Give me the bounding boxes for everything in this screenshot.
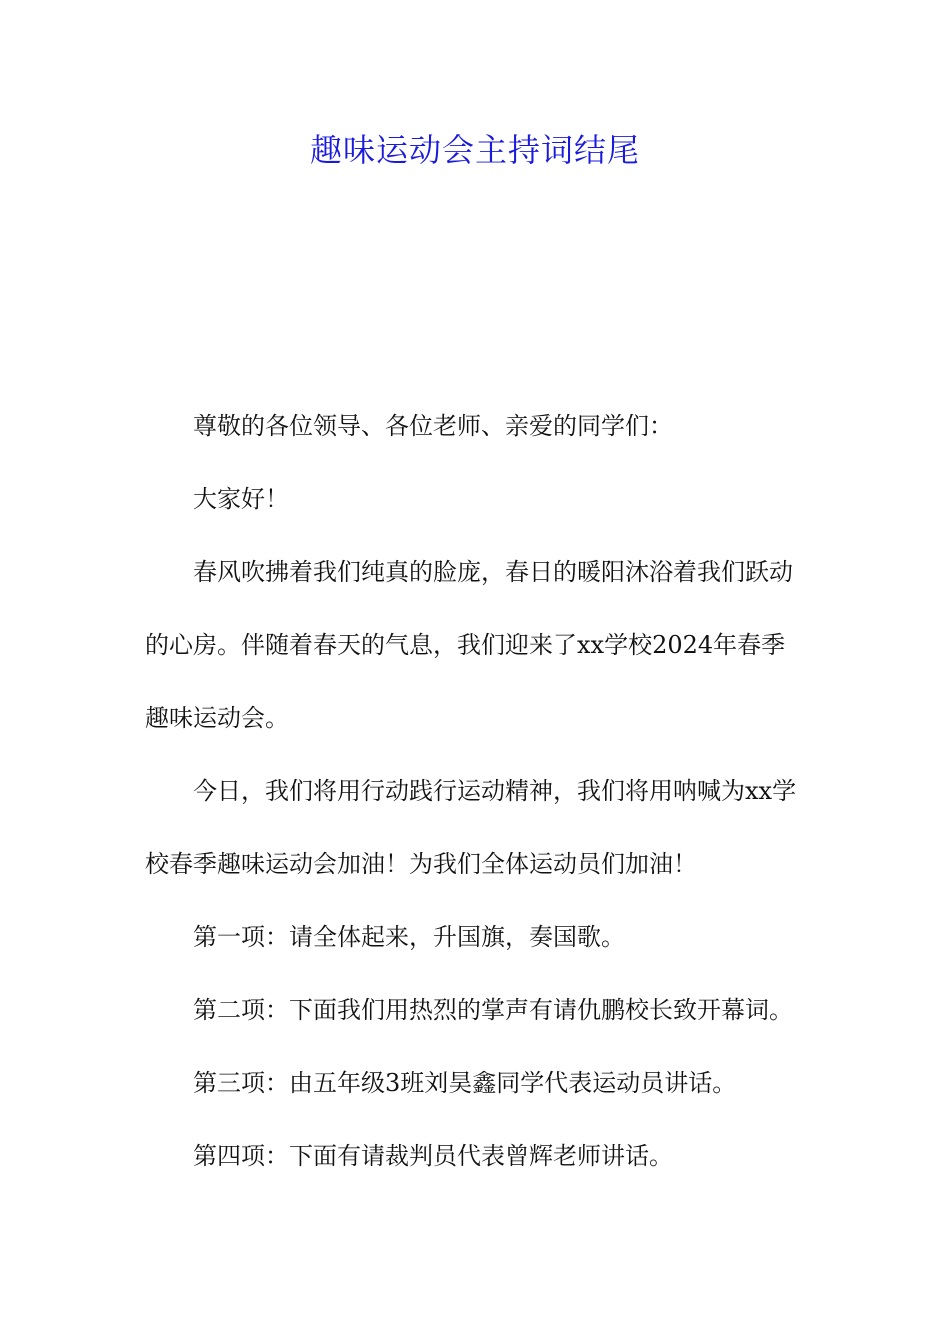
document-body bbox=[145, 410, 809, 1193]
paragraph-salutation: 尊敬的各位领导、各位老师、亲爱的同学们： bbox=[193, 412, 673, 440]
paragraph-item-3: 第三项：由五年级3班刘昊鑫同学代表运动员讲话。 bbox=[193, 1069, 737, 1097]
paragraph-item-2: 第二项：下面我们用热烈的掌声有请仇鹏校长致开幕词。 bbox=[193, 996, 793, 1024]
paragraph-spirit: 今日，我们将用行动践行运动精神，我们将用呐喊为xx学校春季趣味运动会加油！为我们全体运动员们加油！ bbox=[145, 777, 797, 878]
paragraph-opening: 春风吹拂着我们纯真的脸庞，春日的暖阳沐浴着我们跃动的心房。伴随着春天的气息，我们迎来了xx学校2024年春季趣味运动会。 bbox=[145, 558, 793, 732]
paragraph-item-1: 第一项：请全体起来，升国旗，奏国歌。 bbox=[193, 923, 625, 951]
paragraph-greeting: 大家好！ bbox=[193, 485, 289, 513]
paragraph-item-4: 第四项：下面有请裁判员代表曾辉老师讲话。 bbox=[193, 1142, 673, 1170]
document-title: 趣味运动会主持词结尾 bbox=[309, 131, 640, 169]
